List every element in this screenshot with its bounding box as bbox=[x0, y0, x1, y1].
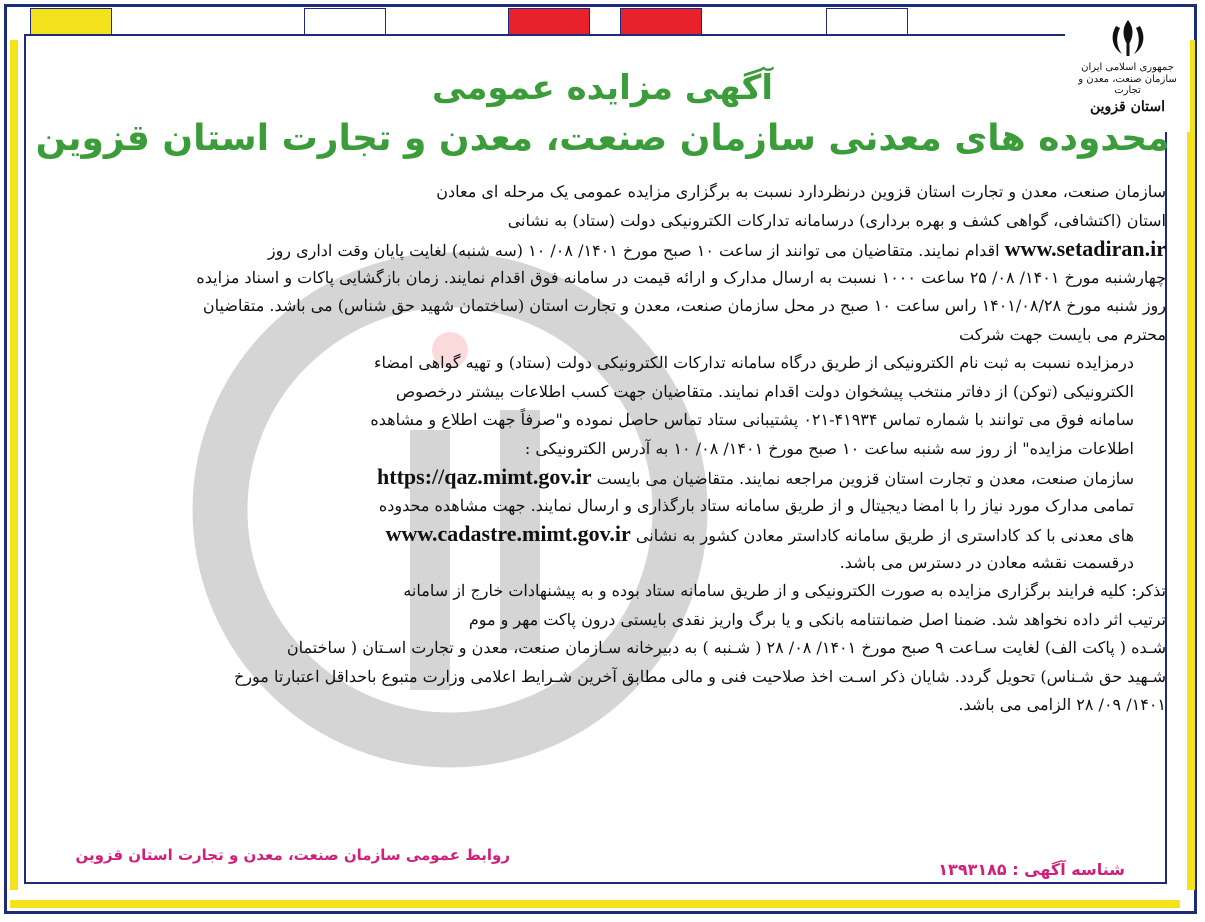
body-line-8: الکترونیکی (توکن) از دفاتر منتخب پیشخوان دولت اقدام نمایند. متقاضیان جهت کسب اطلاعات بیشتر درخصوص bbox=[395, 381, 1134, 401]
announcement-title: آگهی مزایده عمومی bbox=[431, 68, 774, 108]
setad-url-link[interactable]: www.setadiran.ir bbox=[1004, 236, 1166, 261]
body-line-16: ترتیب اثر داده نخواهد شد. ضمنا اصل ضمانتنامه بانکی و یا برگ واریز نقدی بایستی درون پاکت مهر و موم bbox=[468, 609, 1166, 629]
body-line-10: اطلاعات مزایده" از روز سه شنبه ساعت ۱۰ صبح مورخ ۱۴۰۱/ ۰۸/ ۱۰ به آدرس الکترونیکی : bbox=[524, 438, 1134, 458]
logo-line-2: سازمان صنعت، معدن و تجارت bbox=[1078, 73, 1177, 96]
body-line-19: ۱۴۰۱/ ۰۹/ ۲۸ الزامی می باشد. bbox=[958, 695, 1166, 714]
body-line-2: استان (اکتشافی، گواهی کشف و بهره برداری) درسامانه تدارکات الکترونیکی دولت (ستاد) به نشانی bbox=[507, 210, 1166, 230]
left-yellow-rail bbox=[10, 40, 18, 890]
body-line-5: روز شنبه مورخ ۱۴۰۱/۰۸/۲۸ راس ساعت ۱۰ صبح در محل سازمان صنعت، معدن و تجارت استان (ساختمان شهید حق شناس) می باشد. متقاضیان bbox=[202, 296, 1166, 315]
body-line-13 bbox=[40, 520, 1166, 549]
body-line-6: محترم می بایست جهت شرکت bbox=[958, 324, 1166, 344]
body-line-15: تذکر: کلیه فرایند برگزاری مزایده به صورت الکترونیکی و از طریق سامانه ستاد بوده و به پیشنهادات خارج از سامانه bbox=[403, 581, 1166, 600]
cadastre-url-link[interactable]: www.cadastre.mimt.gov.ir bbox=[385, 521, 631, 546]
body-line-7: درمزایده نسبت به ثبت نام الکترونیکی از طریق درگاه سامانه تدارکات الکترونیکی دولت (ستاد) و تهیه گواهی امضاء bbox=[374, 353, 1134, 372]
body-line-11 bbox=[40, 463, 1166, 492]
iran-emblem-icon bbox=[1106, 16, 1150, 60]
body-line-3-text: اقدام نمایند. متقاضیان می توانند از ساعت ۱۰ صبح مورخ ۱۴۰۱/ ۰۸/ ۱۰ (سه شنبه) لغایت پایان وقت اداری روز bbox=[267, 241, 1000, 260]
body-line-3 bbox=[40, 235, 1166, 264]
body-line-17: شـده ( پاکت الف) لغایت سـاعت ۹ صبح مورخ ۱۴۰۱/ ۰۸/ ۲۸ ( شـنبه ) به دبیرخانه سـازمان صنعت، معدن و تجارت اسـتان ( ساختمان bbox=[286, 638, 1166, 657]
body-line-13-text: های معدنی با کد کاداستری از طریق سامانه کاداستر معادن کشور به نشانی bbox=[635, 526, 1134, 545]
body-line-1: سازمان صنعت، معدن و تجارت استان قزوین درنظردارد نسبت به برگزاری مزایده عمومی یک مرحله ای معادن bbox=[436, 182, 1166, 201]
bottom-yellow-rail bbox=[10, 900, 1180, 908]
logo-line-1: جمهوری اسلامی ایران bbox=[1081, 62, 1174, 73]
logo-line-3: استان قزوین bbox=[1090, 98, 1165, 115]
body-line-18: شـهید حق شـناس) تحویل گردد. شایان ذکر اسـت اخذ صلاحیت فنی و مالی مطابق آخرین شـرایط اعلامی وزارت متبوع باحداقل اعتبارتا مورخ bbox=[233, 666, 1166, 686]
ad-id-label: شناسه آگهی : ۱۳۹۳۱۸۵ bbox=[938, 860, 1125, 879]
announcement-subtitle: محدوده های معدنی سازمان صنعت، معدن و تجارت استان قزوین bbox=[35, 118, 1170, 159]
body-line-11-text: سازمان صنعت، معدن و تجارت استان قزوین مراجعه نمایند. متقاضیان می بایست bbox=[596, 469, 1134, 488]
body-line-4: چهارشنبه مورخ ۱۴۰۱/ ۰۸/ ۲۵ ساعت ۱۰۰۰ نسبت به ارسال مدارک و ارائه قیمت در سامانه فوق اقدام نمایند. زمان بازگشایی پاکات و اسناد مزایده bbox=[196, 267, 1166, 287]
right-yellow-rail bbox=[1187, 40, 1195, 890]
qaz-url-link[interactable]: https://qaz.mimt.gov.ir bbox=[377, 464, 592, 489]
public-relations-signature: روابط عمومی سازمان صنعت، معدن و تجارت استان قزوین bbox=[75, 846, 510, 864]
body-line-14: درقسمت نقشه معادن در دسترس می باشد. bbox=[839, 552, 1134, 572]
body-line-12: تمامی مدارک مورد نیاز را با امضا دیجیتال و از طریق سامانه ستاد بارگذاری و ارسال نمایند. جهت مشاهده محدوده bbox=[378, 495, 1134, 515]
body-line-9: سامانه فوق می توانند با شماره تماس ۴۱۹۳۴-۰۲۱ پشتیبانی ستاد تماس حاصل نموده و"صرفاً جهت اطلاع و مشاهده bbox=[370, 410, 1134, 429]
announcement-body bbox=[40, 178, 1166, 720]
